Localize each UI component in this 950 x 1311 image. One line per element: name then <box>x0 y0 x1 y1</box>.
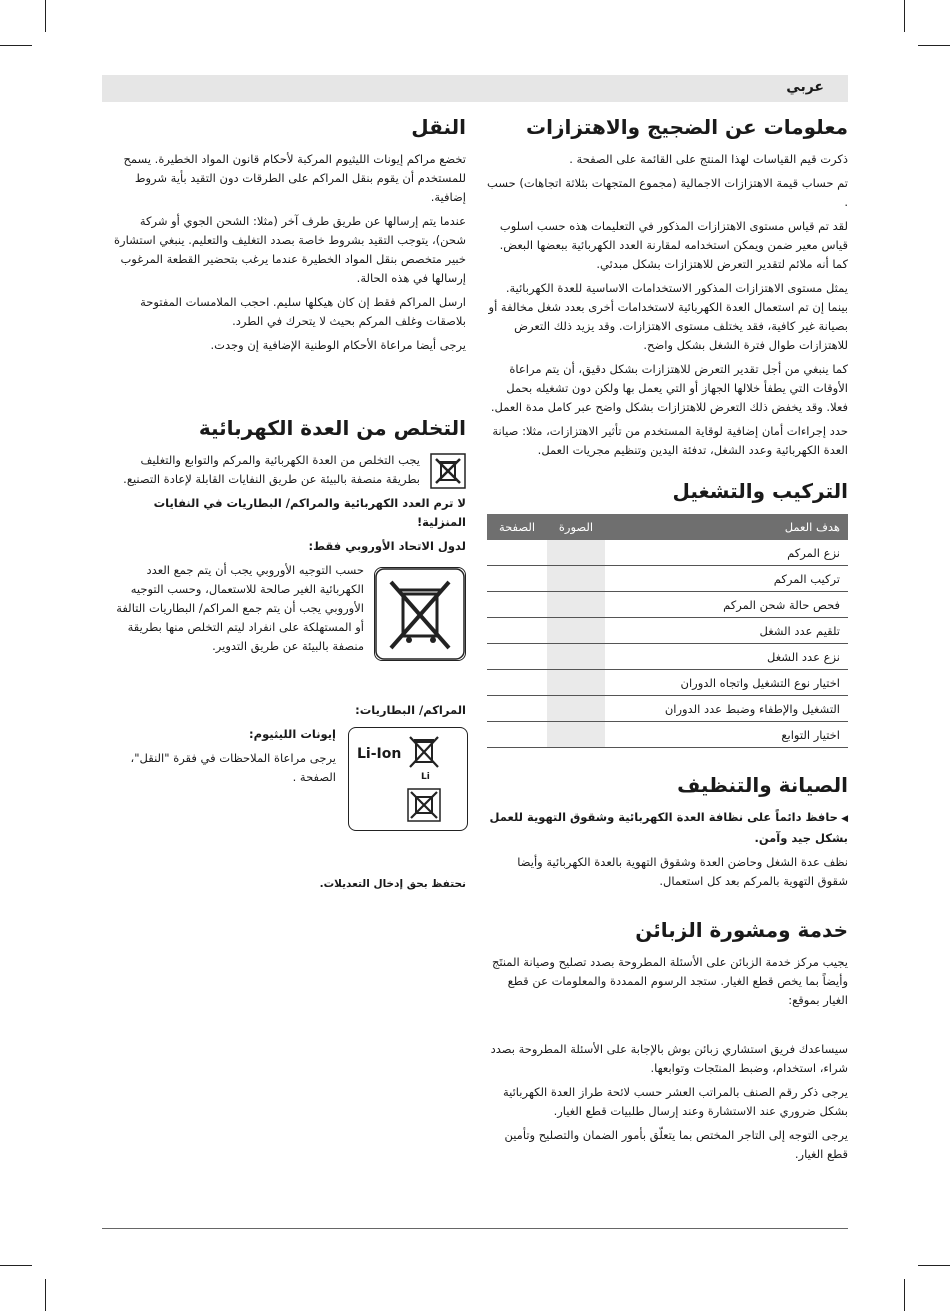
table-row <box>487 592 848 618</box>
disposal-intro: يجب التخلص من العدة الكهربائية والمركم والتوابع والتغليف بطريقة منصفة بالبيئة عن طريق النفايات القابلة لإعادة التصنيع. <box>123 453 420 486</box>
table-header-figure: الصورة <box>547 514 605 540</box>
table-cell-goal: اختيار التوابع <box>605 722 848 748</box>
service-paragraph: سيساعدك فريق استشاري زبائن بوش بالإجابة على الأسئلة المطروحة بصدد شراء، استخدام، وضبط المنتَجات وتوابعها. <box>490 1042 848 1075</box>
assembly-section <box>487 476 848 748</box>
left-column <box>108 112 466 899</box>
table-row <box>487 618 848 644</box>
table-header-goal: هدف العمل <box>605 514 848 540</box>
noise-vibration-section <box>487 112 848 460</box>
noise-paragraph: لقد تم قياس مستوى الاهتزازات المذكور في التعليمات هذه حسب اسلوب قياس معير ضمن ويمكن استخدامه لمقارنة العدد الكهربائية ببعضها البعض. كما أنه ملائم لتقدير التعرض للاهتزازات بشكل مبدئي. <box>499 219 848 271</box>
table-cell-goal: نزع المركم <box>605 540 848 566</box>
table-cell-figure <box>547 670 605 696</box>
table-cell-page <box>487 618 547 644</box>
disposal-section-title: التخلص من العدة الكهربائية <box>198 416 466 440</box>
li-label: Li <box>421 772 430 782</box>
table-cell-goal: تركيب المركم <box>605 566 848 592</box>
lithium-block <box>108 725 466 835</box>
maintenance-section-title: الصيانة والتنظيف <box>677 773 848 797</box>
customer-service-section <box>487 915 848 1164</box>
maintenance-section <box>487 770 848 891</box>
crop-mark <box>0 1265 32 1266</box>
li-ion-label: Li-Ion <box>357 746 402 762</box>
language-bar <box>102 75 848 102</box>
table-cell-goal: تلقيم عدد الشغل <box>605 618 848 644</box>
table-header-page: الصفحة <box>487 514 547 540</box>
service-paragraph: يرجى التوجه إلى التاجر المختص بما يتعلّق بأمور الضمان والتصليح وتأمين قطع الغيار. <box>504 1128 848 1161</box>
table-row <box>487 644 848 670</box>
batteries-heading: المراكم/ البطاريات: <box>355 703 466 717</box>
table-cell-figure <box>547 644 605 670</box>
table-cell-figure <box>547 540 605 566</box>
transport-paragraph: يرجى أيضا مراعاة الأحكام الوطنية الإضافية إن وجدت. <box>210 338 466 352</box>
crop-mark <box>918 45 950 46</box>
crop-mark <box>45 1279 46 1311</box>
table-cell-figure <box>547 722 605 748</box>
table-cell-goal: التشغيل والإطفاء وضبط عدد الدوران <box>605 696 848 722</box>
table-row <box>487 696 848 722</box>
eu-block <box>108 561 466 681</box>
operations-table <box>487 514 848 748</box>
table-cell-figure <box>547 592 605 618</box>
eu-heading: لدول الاتحاد الأوروبي فقط: <box>308 539 466 553</box>
transport-paragraph: عندما يتم إرسالها عن طريق طرف آخر (مثلا: الشحن الجوي أو شركة شحن)، يتوجب التقيد بشروط خاصة بصدد التغليف والتعليم. ينبغي استشارة خبير متخصص بنقل المواد الخطيرة عندما يرغب بتحضير القطعة المرغوب إرسالها في هذه الحالة. <box>114 214 466 285</box>
service-paragraph: يجيب مركز خدمة الزبائن على الأسئلة المطروحة بصدد تصليح وصيانة المنتَج وأيضاً بما يخص قطع الغيار. ستجد الرسوم الممددة والمعلومات عن قطع الغيار بموقع: <box>491 955 848 1007</box>
table-cell-page <box>487 566 547 592</box>
disposal-warning: لا ترم العدد الكهربائية والمراكم/ البطاريات في النفايات المنزلية! <box>153 496 466 529</box>
language-label: عربي <box>786 79 824 95</box>
table-cell-page <box>487 696 547 722</box>
disposal-intro-block <box>108 451 466 489</box>
table-cell-page <box>487 592 547 618</box>
table-cell-page <box>487 644 547 670</box>
disposal-section <box>108 413 466 894</box>
lithium-text: يرجى مراعاة الملاحظات في فقرة "النقل"، الصفحة . <box>130 751 336 784</box>
table-cell-goal: نزع عدد الشغل <box>605 644 848 670</box>
transport-section <box>108 112 466 355</box>
noise-paragraph: يمثل مستوى الاهتزازات المذكور الاستخدامات الاساسية للعدة الكهربائية. بينما إن تم استعمال العدة الكهربائية لاستخدامات أخرى بعدد شغل مخالفة أو بصيانة غير كافية، فقد يختلف مستوى الاهتزازات. وقد يزيد ذلك التعرض للاهتزازات طوال فترة الشغل بشكل واضح. <box>488 281 848 352</box>
lithium-heading: إيونات الليثيوم: <box>249 727 336 741</box>
transport-paragraph: تخضع مراكم إيونات الليثيوم المركبة لأحكام قانون المواد الخطيرة. يسمح للمستخدم أن يقوم بنقل المراكم على الطرقات دون التقيد بأية شروط إضافية. <box>123 152 466 204</box>
bullet-triangle-icon: ◀ <box>837 814 848 824</box>
maintenance-bullet <box>487 808 848 848</box>
maintenance-bullet-text: حافظ دائماً على نظافة العدة الكهربائية وشقوق التهوية للعمل بشكل جيد وآمن. <box>489 810 848 845</box>
table-row <box>487 670 848 696</box>
table-cell-page <box>487 670 547 696</box>
noise-paragraph: ذكرت قيم القياسات لهذا المنتج على القائمة على الصفحة . <box>569 152 848 166</box>
table-cell-figure <box>547 618 605 644</box>
table-row <box>487 722 848 748</box>
crop-mark <box>0 45 32 46</box>
crossed-bin-battery-icon <box>407 734 441 770</box>
noise-paragraph: حدد إجراءات أمان إضافية لوقاية المستخدم من تأثير الاهتزازات، مثلا: صيانة العدة الكهربائية وعدد الشغل، تدفئة اليدين وتنظيم مجريات العمل. <box>492 424 848 457</box>
crop-mark <box>904 0 905 32</box>
transport-section-title: النقل <box>411 115 466 139</box>
crossed-bin-large-icon <box>374 567 466 661</box>
crop-mark <box>904 1279 905 1311</box>
crop-mark <box>918 1265 950 1266</box>
service-paragraph: يرجى ذكر رقم الصنف بالمراتب العشر حسب لائحة طراز العدة الكهربائية بشكل ضروري عند الاستشارة وعند إرسال طلبيات قطع الغيار. <box>502 1085 848 1118</box>
table-row <box>487 566 848 592</box>
recycling-battery-icon <box>407 788 441 822</box>
noise-paragraph: كما ينبغي من أجل تقدير التعرض للاهتزازات بشكل دقيق، أن يتم مراعاة الأوقات التي يطفأ خلالها الجهاز أو التي يعمل بها ولكن دون تشغيله بحمل فعلا. وقد يخفض ذلك التعرض للاهتزازات بشكل واضح عبر كامل مدة العمل. <box>490 362 848 414</box>
eu-text: حسب التوجيه الأوروبي يجب أن يتم جمع العدد الكهربائية الغير صالحة للاستعمال، وحسب التوجيه الأوروبي يجب أن يتم جمع المراكم/ البطاريات التالفة أو المستهلكة على انفراد ليتم التخلص منها بطريقة منصفة بالبيئة عن طريق التدوير. <box>116 563 364 653</box>
noise-section-title: معلومات عن الضجيج والاهتزازات <box>526 115 848 139</box>
bottom-rule <box>102 1228 848 1229</box>
noise-paragraph: تم حساب قيمة الاهتزازات الاجمالية (مجموع المتجهات بثلاثة اتجاهات) حسب . <box>487 176 848 209</box>
maintenance-paragraph: نظف عدة الشغل وحاضن العدة وشقوق التهوية بالعدة الكهربائية وأيضا شقوق التهوية بالمركم بعد كل استعمال. <box>517 855 848 888</box>
table-row <box>487 540 848 566</box>
assembly-section-title: التركيب والتشغيل <box>672 479 848 503</box>
table-cell-figure <box>547 696 605 722</box>
table-cell-figure <box>547 566 605 592</box>
service-section-title: خدمة ومشورة الزبائن <box>635 918 848 942</box>
footer-note: نحتفظ بحق إدخال التعديلات. <box>319 878 466 890</box>
table-cell-page <box>487 722 547 748</box>
table-cell-goal: اختيار نوع التشغيل واتجاه الدوران <box>605 670 848 696</box>
right-column <box>487 112 848 1169</box>
transport-paragraph: ارسل المراكم فقط إن كان هيكلها سليم. احجب الملامسات المفتوحة بلاصقات وغلف المركم بحيث لا يتحرك في الطرد. <box>140 295 466 328</box>
table-cell-page <box>487 540 547 566</box>
table-cell-goal: فحص حالة شحن المركم <box>605 592 848 618</box>
crossed-bin-icon <box>430 453 466 489</box>
crop-mark <box>45 0 46 32</box>
battery-symbols-box <box>348 727 468 831</box>
